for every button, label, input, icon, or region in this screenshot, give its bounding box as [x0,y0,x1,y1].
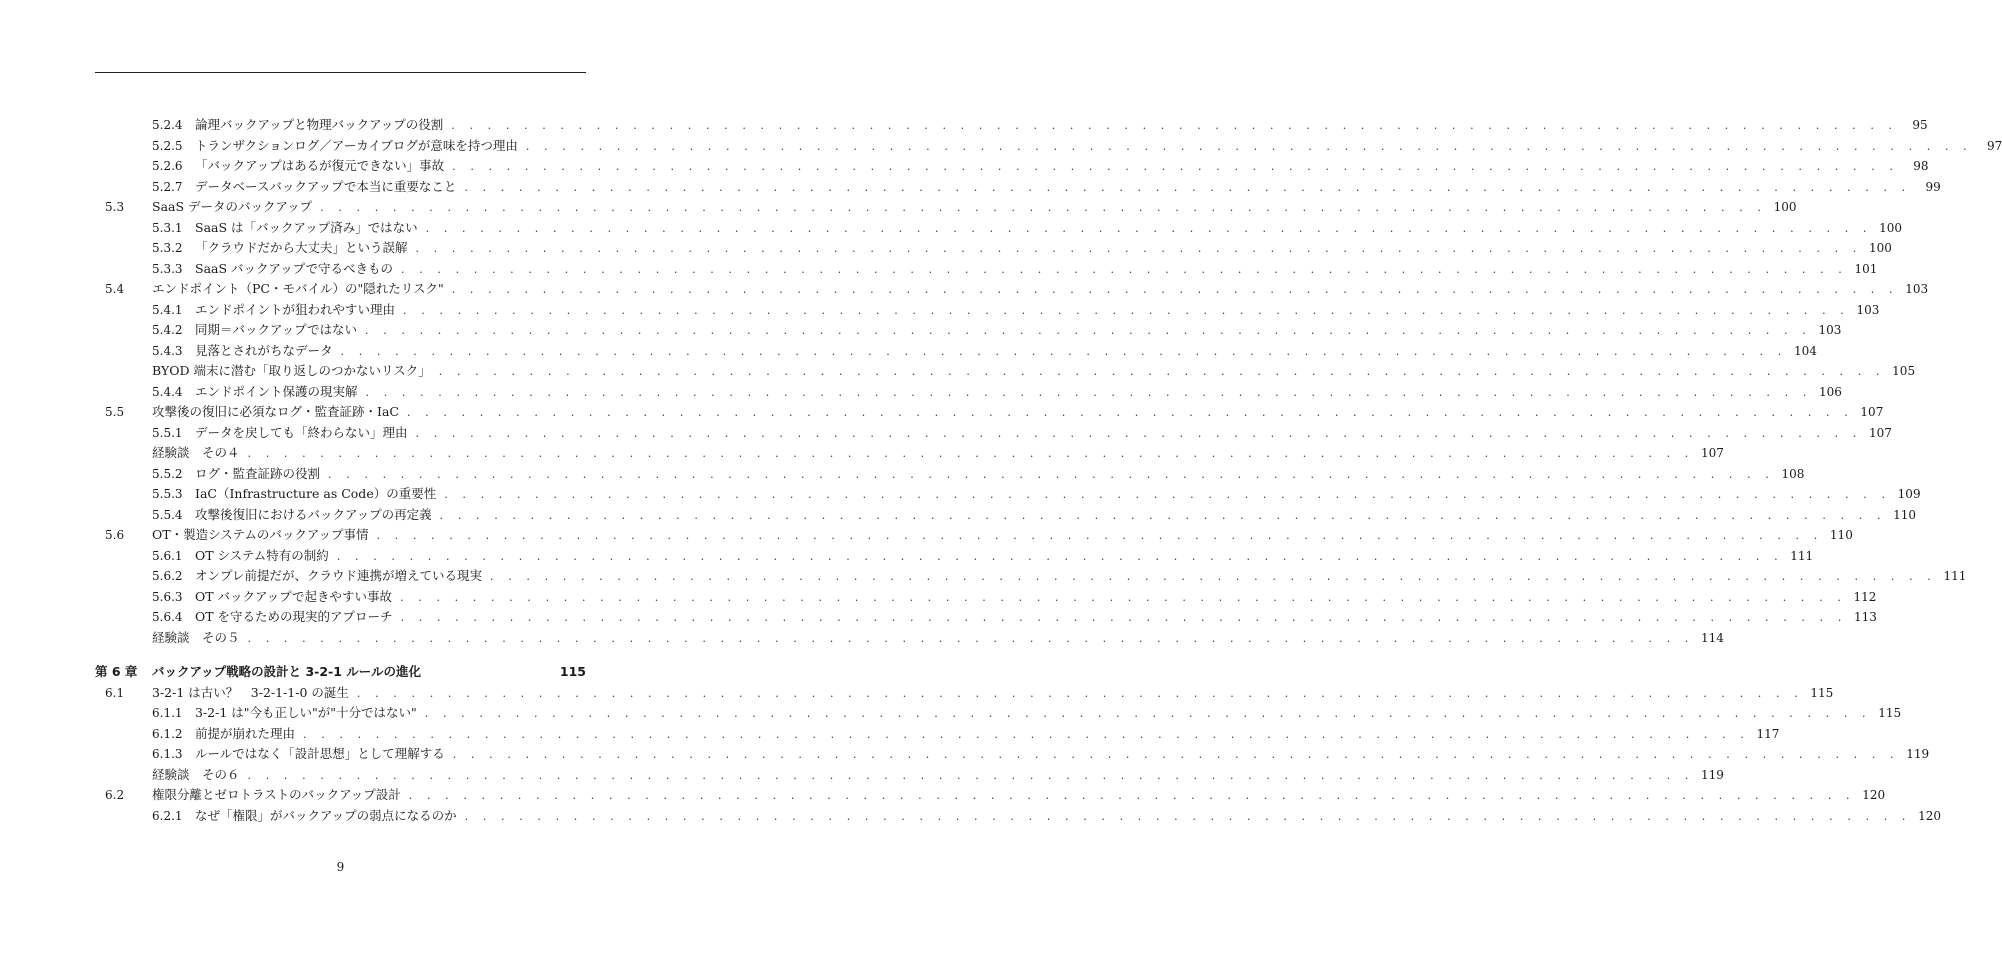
toc-entry-number: 5.4.3 [152,343,183,358]
toc-entry[interactable] [0,525,1853,545]
toc-entry-line [195,724,1780,745]
toc-entry[interactable] [0,423,1892,443]
leader-dots: . . . . . . . . . . . . . . . . . . . . . . . . . . . . . . . . . . . . . . . . . . . . . . . . . . . . . . . . . . . . . . . . . . . . . . . . . . . . . . . . [415,426,1862,440]
toc-entry-line [195,382,1842,403]
toc-entry-number: 5.2.6 [152,159,183,173]
toc-entry-page: 107 [1868,425,1892,440]
toc-entry-line [195,177,1941,198]
leader-dots: . . . . . . . . . . . . . . . . . . . . . . . . . . . . . . . . . . . . . . . . . . . . . . . . . . . . . . . . . . . . . . . . . . . . . . . . . . . . . . . . [401,262,1848,276]
toc-entry-line [195,546,1814,567]
toc-entry-page: 113 [1854,610,1877,624]
toc-entry-title: 3-2-1 は古い？ 3-2-1-1-0 の誕生 [152,684,349,700]
toc-entry-line [195,300,1880,321]
leader-dots: . . . . . . . . . . . . . . . . . . . . . . . . . . . . . . . . . . . . . . . . . . . . . . . . . . . . . . . . . . . . . . . . . . . . . . . . . . . . . . . . [408,789,1856,802]
leader-dots: . . . . . . . . . . . . . . . . . . . . . . . . . . . . . . . . . . . . . . . . . . . . . . . . . . . . . . . . . . . . . . . . . . . . . . . . . . . . . . . . [425,221,1872,235]
toc-entry[interactable] [0,402,1884,422]
toc-entry[interactable] [0,505,1916,525]
toc-entry-number: 5.5.1 [152,425,183,440]
toc-entry-line [195,607,1877,628]
toc-entry[interactable] [0,587,1877,607]
leader-dots: . . . . . . . . . . . . . . . . . . . . . . . . . . . . . . . . . . . . . . . . . . . . . . . . . . . . . . . . . . . . . . . . . . . . . . . . . . . . . . . . [247,768,1694,782]
toc-entry[interactable] [0,683,1834,703]
leader-dots: . . . . . . . . . . . . . . . . . . . . . . . . . . . . . . . . . . . . . . . . . . . . . . . . . . . . . . . . . . . . . . . . . . . . . . . . . . . . . . . . [415,242,1862,255]
toc-entry-title: IaC（Infrastructure as Code）の重要性 [195,486,437,501]
toc-entry-title: 「バックアップはあるが復元できない」事故 [195,158,445,173]
toc-entry[interactable] [0,607,1877,627]
leader-dots: . . . . . . . . . . . . . . . . . . . . . . . . . . . . . . . . . . . . . . . . . . . . . . . . . . . . . . . . . . . . . . . . . . . . . . . . . . . . . . . . [451,119,1898,132]
toc-entry-line [195,464,1805,485]
toc-entry[interactable] [0,703,1902,723]
toc-entry-page: 105 [1892,364,1916,378]
toc-entry-page: 95 [1912,118,1928,132]
leader-dots: . . . . . . . . . . . . . . . . . . . . . . . . . . . . . . . . . . . . . . . . . . . . . . . . . . . . . . . . . . . . . . . . . . . . . . . . . . . . . . . . [400,590,1847,604]
toc-entry-page: 112 [1853,589,1877,604]
leader-dots: . . . . . . . . . . . . . . . . . . . . . . . . . . . . . . . . . . . . . . . . . . . . . . . . . . . . . . . . . . . . . . . . . . . . . . . . . . . . . . . . [424,707,1872,720]
toc-entry-page: 120 [1918,808,1941,823]
toc-entry[interactable] [0,443,1724,463]
toc-entry[interactable] [0,806,1941,826]
toc-entry-title: ルールではなく「設計思想」として理解する [195,746,445,761]
leader-dots: . . . . . . . . . . . . . . . . . . . . . . . . . . . . . . . . . . . . . . . . . . . . . . . . . . . . . . . . . . . . . . . . . . . . . . . . . . . . . . . . [439,508,1886,522]
leader-dots: . . . . . . . . . . . . . . . . . . . . . . . . . . . . . . . . . . . . . . . . . . . . . . . . . . . . . . . . . . . . . . . . . . . . . . . . . . . . . . . . [444,488,1891,501]
toc-entry[interactable] [0,218,1902,238]
toc-entry-page: 119 [1700,767,1724,782]
toc-entry-line [195,423,1892,444]
toc-entry-number: 5.5.2 [152,466,183,481]
toc-entry[interactable] [0,464,1805,484]
toc-entry[interactable] [0,136,2002,156]
leader-dots: . . . . . . . . . . . . . . . . . . . . . . . . . . . . . . . . . . . . . . . . . . . . . . . . . . . . . . . . . . . . . . . . . . . . . . . . . . . . . . . . [438,365,1886,378]
toc-entry-title: 見落とされがちなデータ [195,342,333,358]
toc-entry-line [152,662,586,682]
leader-dots: . . . . . . . . . . . . . . . . . . . . . . . . . . . . . . . . . . . . . . . . . . . . . . . . . . . . . . . . . . . . . . . . . . . . . . . . . . . . . . . . [452,748,1900,761]
toc-chapter-entry[interactable] [0,662,681,682]
toc-entry-title: OT システム特有の制約 [195,547,329,563]
toc-entry-number: 6.1.2 [152,726,183,741]
toc-entry-page: 100 [1773,200,1797,214]
toc-entry-line [152,683,1834,704]
toc-entry-number: 5.3.1 [152,220,183,235]
toc-entry-title: 経験談 その４ [152,445,240,460]
toc-entry-number: 5.3.3 [152,261,183,276]
toc-entry-number: 5.5.3 [152,487,183,501]
leader-dots: . . . . . . . . . . . . . . . . . . . . . . . . . . . . . . . . . . . . . . . . . . . . . . . . . . . . . . . . . . . . . . . . . . . . . . . . . . . . . . . . [490,570,1937,583]
toc-entry-page: 103 [1818,323,1842,337]
leader-dots: . . . . . . . . . . . . . . . . . . . . . . . . . . . . . . . . . . . . . . . . . . . . . . . . . . . . . . . . . . . . . . . . . . . . . . . . . . . . . . . . [340,344,1787,358]
toc-entry-title: 攻撃後復旧におけるバックアップの再定義 [195,506,432,522]
toc-entry-page: 101 [1854,261,1878,276]
toc-entry-number: 5.6.2 [152,569,183,583]
toc-entry[interactable] [0,765,1724,785]
toc-entry[interactable] [0,785,1886,805]
toc-entry-page: 115 [1878,706,1902,720]
toc-entry-number: 5.4.1 [152,302,183,317]
toc-entry-title: ログ・監査証跡の役割 [195,465,321,481]
toc-entry-title: 前提が崩れた理由 [195,725,296,741]
toc-entry[interactable] [0,300,1880,320]
toc-entry-title: トランザクションログ／アーカイブログが意味を持つ理由 [195,137,518,153]
toc-entry-page: 108 [1781,466,1805,481]
toc-entry-page: 110 [1829,528,1853,542]
toc-entry-title: 経験談 その５ [152,629,240,645]
toc-entry-title: 同期＝バックアップではない [195,322,358,337]
toc-entry-page: 114 [1700,630,1724,645]
toc-entry-title: なぜ「権限」がバックアップの弱点になるのか [195,807,457,823]
toc-entry-page: 100 [1868,241,1892,255]
toc-entry[interactable] [0,279,1929,299]
toc-entry[interactable] [0,177,1941,197]
toc-entry-line [195,484,1921,505]
leader-dots: . . . . . . . . . . . . . . . . . . . . . . . . . . . . . . . . . . . . . . . . . . . . . . . . . . . . . . . . . . . . . . . . . . . . . . . . . . . . . . . . [400,611,1847,624]
toc-entry-number: 第 6 章 [95,664,138,679]
toc-entry[interactable] [0,566,1967,586]
toc-entry[interactable] [0,115,1928,135]
toc-entry-title: OT・製造システムのバックアップ事情 [152,527,369,542]
toc-entry-page: 109 [1897,487,1921,501]
toc-entry-title: 3-2-1 は"今も正しい"が"十分ではない" [195,705,417,720]
toc-entry[interactable] [0,724,1780,744]
toc-entry-title: エンドポイント保護の現実解 [195,383,358,399]
toc-entry-line [195,806,1941,827]
toc-entry[interactable] [0,197,1797,217]
leader-dots: . . . . . . . . . . . . . . . . . . . . . . . . . . . . . . . . . . . . . . . . . . . . . . . . . . . . . . . . . . . . . . . . . . . . . . . . . . . . . . . . [406,406,1854,419]
toc-entry-number: 5.4.2 [152,323,183,337]
toc-entry-number: 5.6.1 [152,548,183,563]
toc-entry-page: 100 [1879,220,1902,235]
toc-entry-title: SaaS データのバックアップ [152,199,313,214]
toc-entry-page: 103 [1856,302,1880,317]
toc-entry-page: 99 [1925,179,1941,194]
toc-entry-title: バックアップ戦略の設計と 3-2-1 ルールの進化 [152,664,422,679]
toc-entry-title: エンドポイント（PC・モバイル）の"隠れたリスク" [152,281,444,296]
toc-entry-line [195,218,1902,239]
toc-entry[interactable] [0,744,1930,764]
leader-dots: . . . . . . . . . . . . . . . . . . . . . . . . . . . . . . . . . . . . . . . . . . . . . . . . . . . . . . . . . . . . . . . . . . . . . . . . . . . . . . . . [247,631,1694,645]
toc-entry-page: 115 [1810,685,1834,700]
toc-entry-title: エンドポイントが狙われやすい理由 [195,301,396,317]
toc-entry-title: OT を守るための現実的アプローチ [195,609,393,624]
toc-entry-number: 6.2.1 [152,808,183,823]
toc-entry-number: 5.3.2 [152,241,183,255]
page-number: 9 [336,860,345,874]
toc-entry-number: 6.1.1 [152,706,183,720]
toc-entry-title: データベースバックアップで本当に重要なこと [195,178,457,194]
toc-entry-line [152,402,1884,423]
toc-entry-page: 106 [1818,384,1842,399]
toc-entry-page: 111 [1943,569,1967,583]
toc-entry-line [152,443,1724,464]
leader-dots: . . . . . . . . . . . . . . . . . . . . . . . . . . . . . . . . . . . . . . . . . . . . . . . . . . . . . . . . . . . . . . . . . . . . . . . . . . . . . . . . [451,283,1899,296]
leader-dots: . . . . . . . . . . . . . . . . . . . . . . . . . . . . . . . . . . . . . . . . . . . . . . . . . . . . . . . . . . . . . . . . . . . . . . . . . . . . . . . . [525,139,1973,153]
leader-dots: . . . . . . . . . . . . . . . . . . . . . . . . . . . . . . . . . . . . . . . . . . . . . . . . . . . . . . . . . . . . . . . . . . . . . . . . . . . . . . . . [336,549,1784,563]
toc-entry-page: 117 [1756,726,1780,741]
toc-entry-line [195,320,1842,341]
toc-entry-title: オンプレ前提だが、クラウド連携が増えている現実 [195,568,483,583]
toc-entry-line [195,136,2002,157]
toc-entry-page: 120 [1862,788,1886,802]
toc-entry-number: 6.1.3 [152,747,183,761]
toc-entry-line [195,703,1902,724]
leader-dots: . . . . . . . . . . . . . . . . . . . . . . . . . . . . . . . . . . . . . . . . . . . . . . . . . . . . . . . . . . . . . . . . . . . . . . . . . . . . . . . . [365,324,1812,337]
toc-entry-title: BYOD 端末に潜む「取り返しのつかないリスク」 [152,363,431,378]
toc-entry[interactable] [0,484,1921,504]
toc-entry-title: 経験談 その６ [152,766,240,782]
toc-entry-line [152,525,1853,546]
toc-entry-number: 5.3 [105,200,125,214]
toc-entry-number: 5.4 [105,282,125,296]
toc-entry-number: 5.2.7 [152,179,183,194]
leader-dots: . . . . . . . . . . . . . . . . . . . . . . . . . . . . . . . . . . . . . . . . . . . . . . . . . . . . . . . . . . . . . . . . . . . . . . . . . . . . . . . . [376,529,1823,542]
toc-entry-title: 論理バックアップと物理バックアップの役割 [195,117,444,132]
toc-entry-number: 6.1 [105,685,125,700]
leader-dots: . . . . . . . . . . . . . . . . . . . . . . . . . . . . . . . . . . . . . . . . . . . . . . . . . . . . . . . . . . . . . . . . . . . . . . . . . . . . . . . . [464,809,1911,823]
toc-entry-line [195,115,1928,136]
toc-entry-title: 権限分離とゼロトラストのバックアップ設計 [152,787,401,802]
toc-entry-page: 104 [1793,343,1817,358]
toc-entry[interactable] [0,546,1814,566]
toc-entry[interactable] [0,628,1724,648]
toc-entry-page: 110 [1893,507,1916,522]
toc-entry-number: 5.2.5 [152,138,183,153]
toc-entry-line [152,197,1797,218]
toc-entry-page: 115 [559,664,586,679]
toc-entry-number: 5.6.3 [152,589,183,604]
toc-entry-line [195,744,1930,765]
toc-entry-line [195,587,1877,608]
toc-entry-number: 5.6.4 [152,610,183,624]
toc-entry-page: 107 [1860,405,1884,419]
toc-entry-page: 107 [1700,446,1724,460]
toc-entry-number: 5.5 [105,405,125,419]
leader-dots: . . . . . . . . . . . . . . . . . . . . . . . . . . . . . . . . . . . . . . . . . . . . . . . . . . . . . . . . . . . . . . . . . . . . . . . . . . . . . . . . [464,180,1911,194]
toc-entry-line [195,259,1878,280]
toc-entry[interactable] [0,238,1892,258]
toc-entry-title: SaaS は「バックアップ済み」ではない [195,219,418,235]
toc-entry-number: 5.6 [105,528,125,542]
toc-entry-number: 5.4.4 [152,384,183,399]
toc-entry-title: SaaS バックアップで守るべきもの [195,260,394,276]
toc-entry-line [152,361,1916,382]
toc-entry[interactable] [0,320,1842,340]
toc-entry-line [152,628,1724,649]
toc-entry-line [152,785,1886,806]
toc-entry-line [195,238,1892,259]
toc-entry-page: 103 [1905,282,1929,296]
toc-entry-page: 98 [1913,159,1929,173]
leader-dots: . . . . . . . . . . . . . . . . . . . . . . . . . . . . . . . . . . . . . . . . . . . . . . . . . . . . . . . . . . . . . . . . . . . . . . . . . . . . . . . . [452,160,1899,173]
toc-entry[interactable] [0,156,1929,176]
leader-dots: . . . . . . . . . . . . . . . . . . . . . . . . . . . . . . . . . . . . . . . . . . . . . . . . . . . . . . . . . . . . . . . . . . . . . . . . . . . . . . . . [303,727,1750,741]
leader-dots: . . . . . . . . . . . . . . . . . . . . . . . . . . . . . . . . . . . . . . . . . . . . . . . . . . . . . . . . . . . . . . . . . . . . . . . . . . . . . . . . [365,385,1812,399]
toc-entry[interactable] [0,382,1842,402]
toc-entry-line [152,765,1724,786]
toc-entry-line [195,566,1967,587]
toc-entry-line [195,505,1916,526]
toc-entry-page: 111 [1790,548,1814,563]
toc-entry-number: 6.2 [105,788,125,802]
toc-entry-title: データを戻しても「終わらない」理由 [195,424,408,440]
toc-entry[interactable] [0,361,1916,381]
toc-entry-page: 97 [1986,138,2002,153]
leader-dots: . . . . . . . . . . . . . . . . . . . . . . . . . . . . . . . . . . . . . . . . . . . . . . . . . . . . . . . . . . . . . . . . . . . . . . . . . . . . . . . . [403,303,1850,317]
toc-entry-line [152,279,1929,300]
toc-entry-title: 攻撃後の復旧に必須なログ・監査証跡・IaC [152,404,399,419]
toc-entry-number: 5.5.4 [152,507,183,522]
leader-dots: . . . . . . . . . . . . . . . . . . . . . . . . . . . . . . . . . . . . . . . . . . . . . . . . . . . . . . . . . . . . . . . . . . . . . . . . . . . . . . . . [247,447,1694,460]
toc-entry-title: 「クラウドだから大丈夫」という誤解 [195,240,408,255]
toc-entry-line [195,156,1929,177]
toc-entry[interactable] [0,259,1878,279]
toc-entry[interactable] [0,341,1817,361]
toc-entry-number: 5.2.4 [152,118,183,132]
toc-entry-title: OT バックアップで起きやすい事故 [195,588,393,604]
toc-entry-line [195,341,1817,362]
leader-dots: . . . . . . . . . . . . . . . . . . . . . . . . . . . . . . . . . . . . . . . . . . . . . . . . . . . . . . . . . . . . . . . . . . . . . . . . . . . . . . . . [356,686,1804,700]
leader-dots: . . . . . . . . . . . . . . . . . . . . . . . . . . . . . . . . . . . . . . . . . . . . . . . . . . . . . . . . . . . . . . . . . . . . . . . . . . . . . . . . [320,201,1767,214]
toc-entry-page: 119 [1906,747,1930,761]
leader-dots: . . . . . . . . . . . . . . . . . . . . . . . . . . . . . . . . . . . . . . . . . . . . . . . . . . . . . . . . . . . . . . . . . . . . . . . . . . . . . . . . [328,467,1775,481]
